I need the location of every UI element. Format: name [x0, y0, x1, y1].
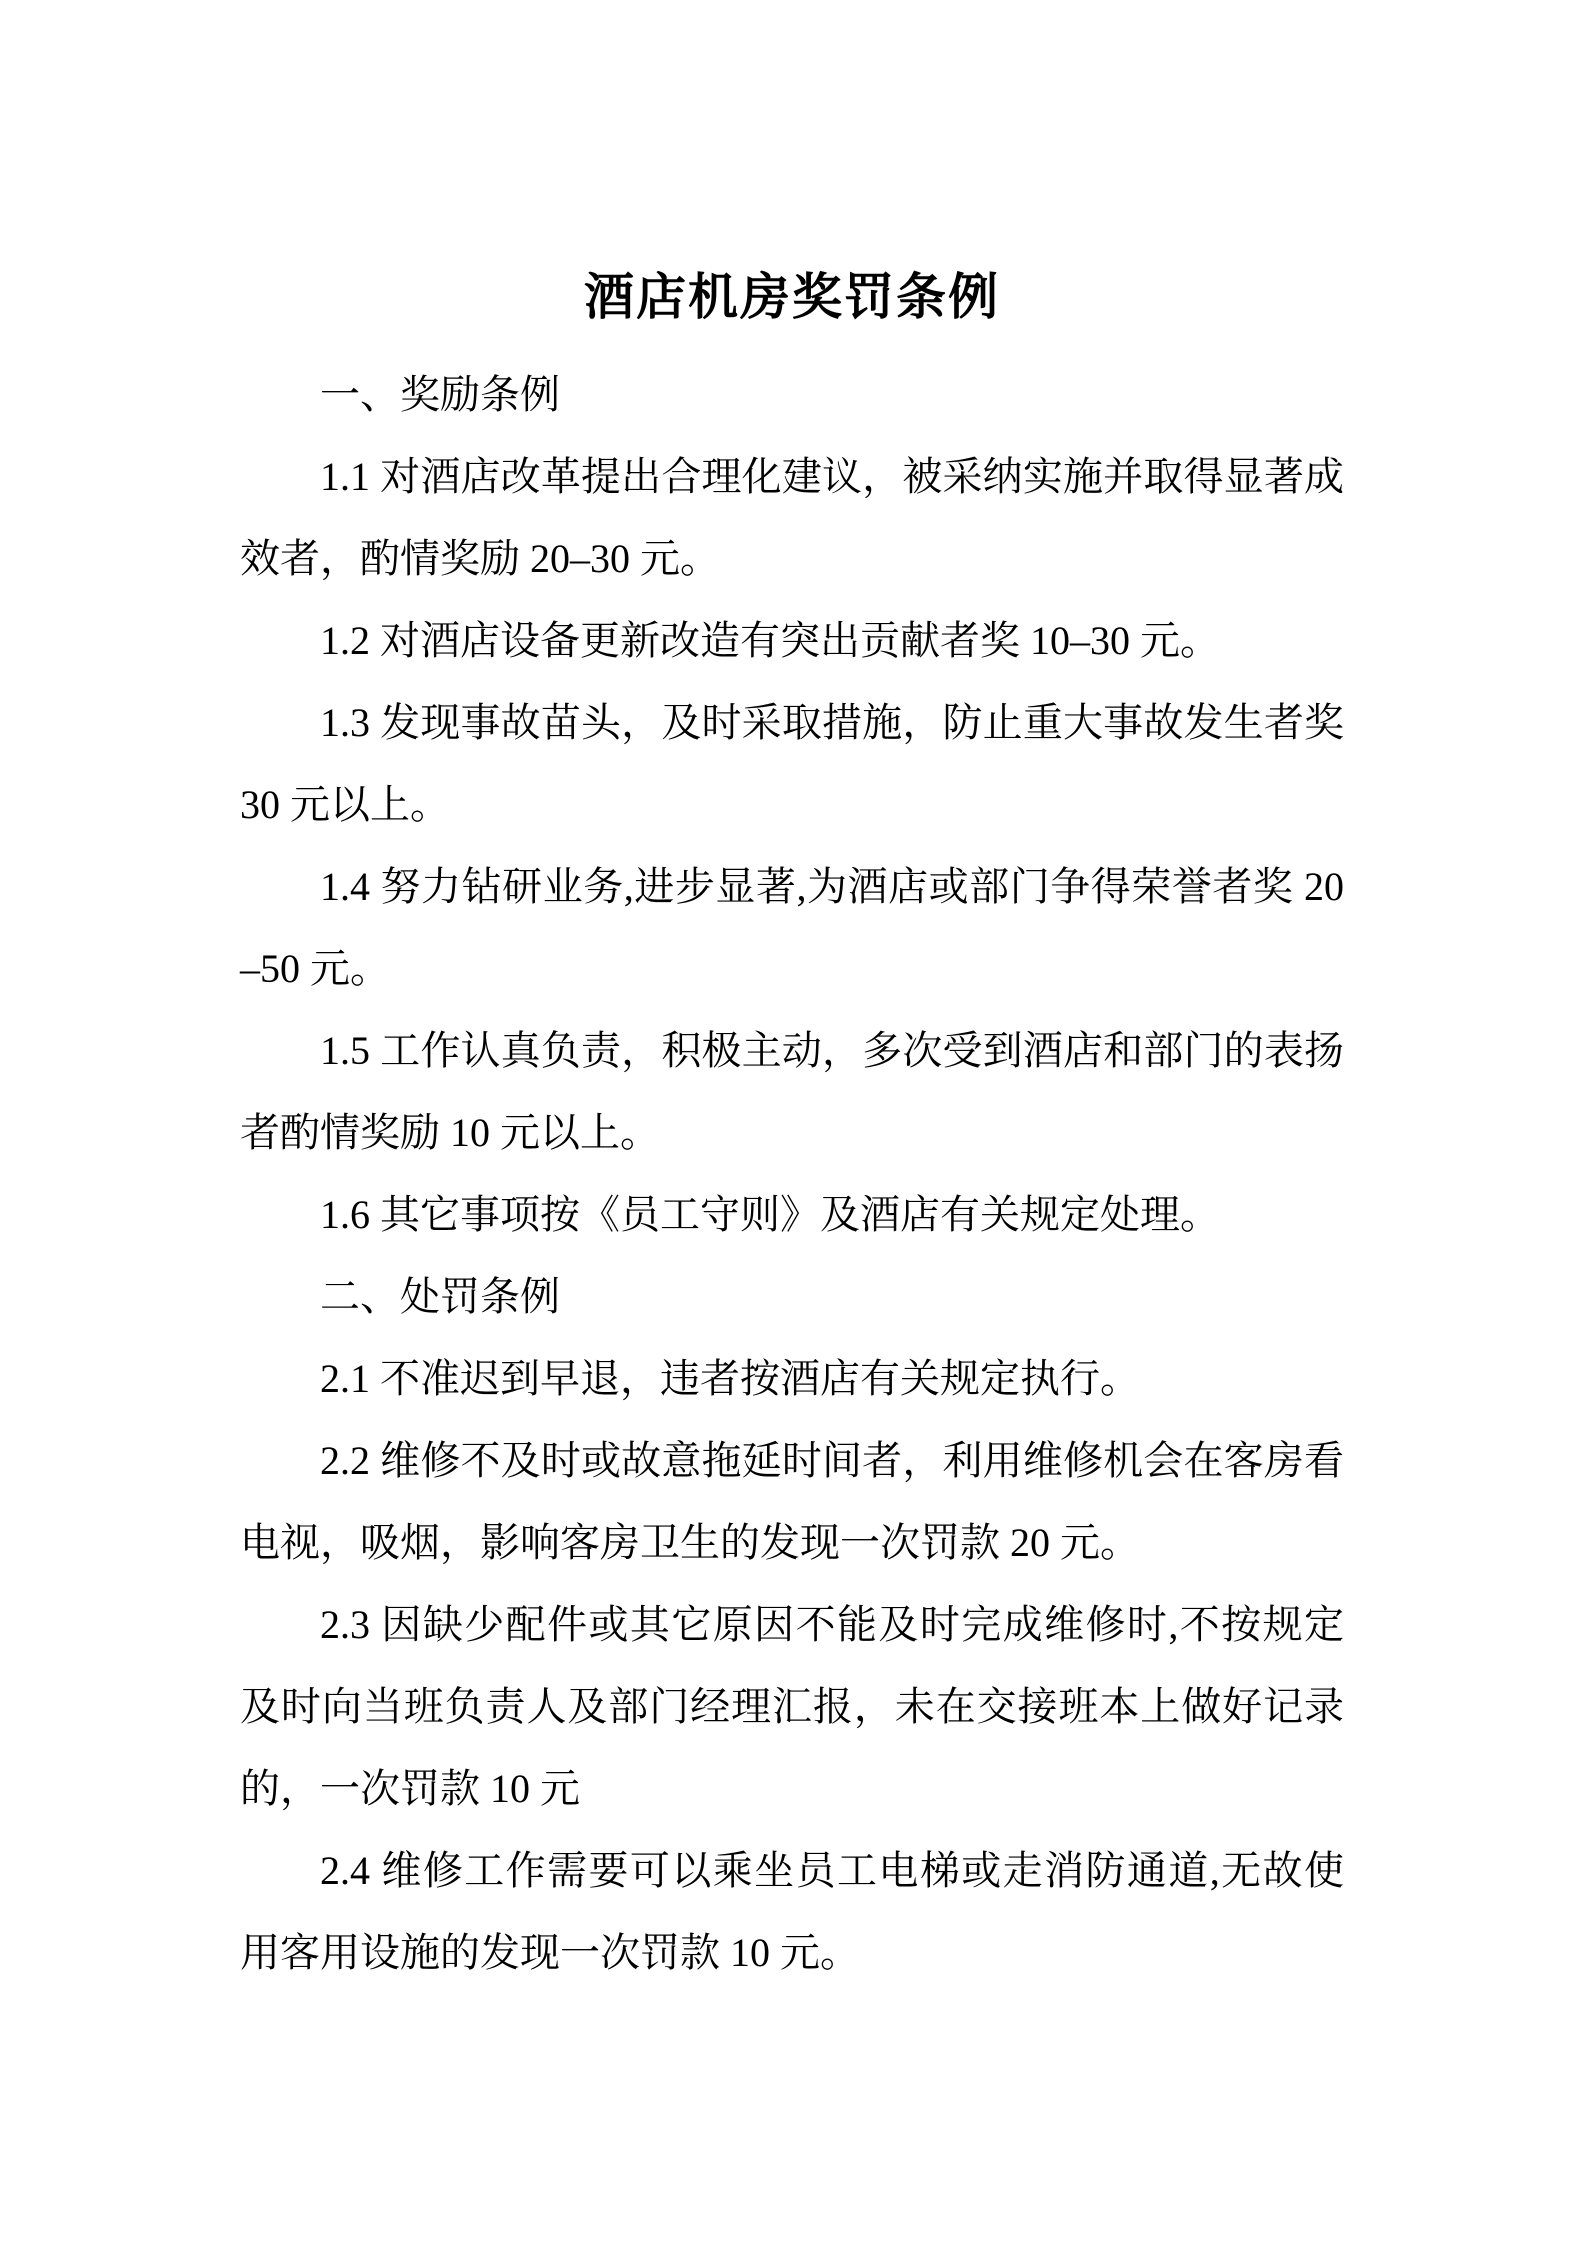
clause-1-4: 1.4 努力钻研业务,进步显著,为酒店或部门争得荣誉者奖 20–50 元。 — [240, 864, 1344, 991]
clause-2-1: 2.1 不准迟到早退，违者按酒店有关规定执行。 — [320, 1356, 1140, 1401]
clause-2-3: 2.3 因缺少配件或其它原因不能及时完成维修时,不按规定及时向当班负责人及部门经理汇报，未在交接班本上做好记录的，一次罚款 10 元 — [240, 1602, 1344, 1811]
document-title: 酒店机房奖罚条例 — [584, 269, 1000, 325]
clause-2-2: 2.2 维修不及时或故意拖延时间者，利用维修机会在客房看电视，吸烟，影响客房卫生的发现一次罚款 20 元。 — [240, 1438, 1344, 1565]
section-heading-rewards: 一、奖励条例 — [320, 372, 560, 417]
section-heading-penalties: 二、处罚条例 — [320, 1274, 560, 1319]
clause-1-1: 1.1 对酒店改革提出合理化建议，被采纳实施并取得显著成效者，酌情奖励 20–30 元。 — [240, 454, 1344, 581]
clause-1-2: 1.2 对酒店设备更新改造有突出贡献者奖 10–30 元。 — [320, 618, 1220, 663]
clause-1-3: 1.3 发现事故苗头，及时采取措施，防止重大事故发生者奖 30 元以上。 — [240, 700, 1344, 827]
clause-1-6: 1.6 其它事项按《员工守则》及酒店有关规定处理。 — [320, 1192, 1220, 1237]
clause-2-4: 2.4 维修工作需要可以乘坐员工电梯或走消防通道,无故使用客用设施的发现一次罚款 10 元。 — [240, 1848, 1344, 1975]
clause-1-5: 1.5 工作认真负责，积极主动，多次受到酒店和部门的表扬者酌情奖励 10 元以上。 — [240, 1028, 1344, 1155]
